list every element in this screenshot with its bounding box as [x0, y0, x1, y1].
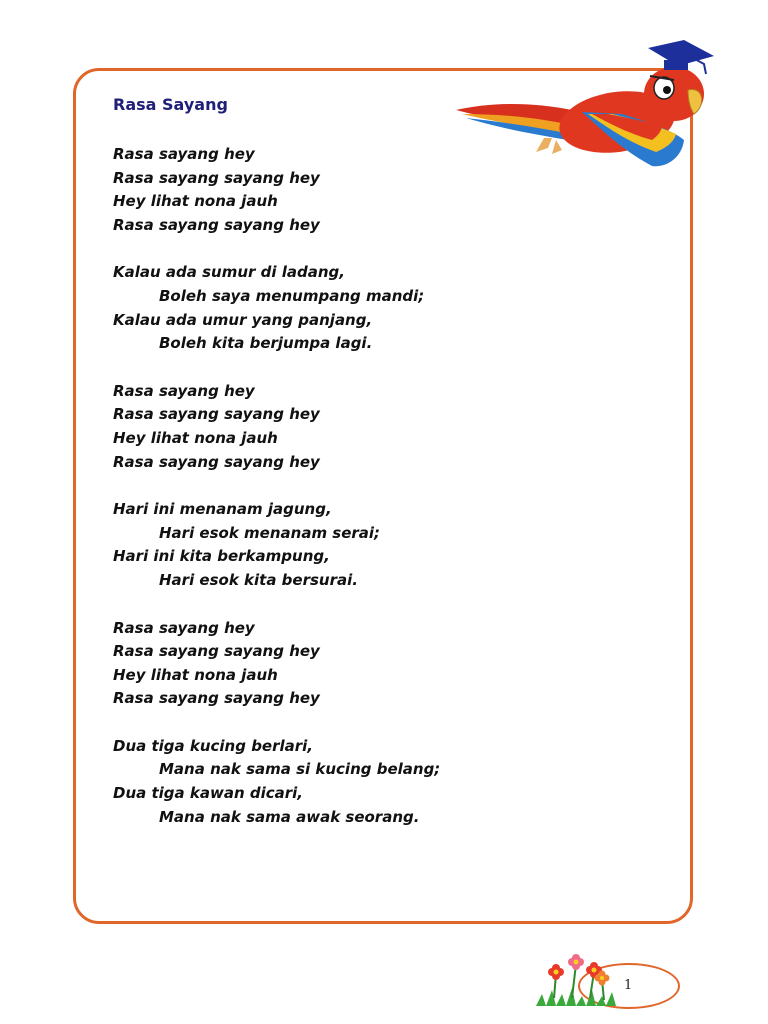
stanza [113, 380, 633, 474]
poem-line: Hey lihat nona jauh [113, 192, 278, 211]
poem-line: Rasa sayang sayang hey [113, 215, 320, 234]
poem-line: Boleh kita berjumpa lagi. [159, 334, 373, 353]
poem-line: Rasa sayang sayang hey [113, 642, 320, 661]
page-number: 1 [624, 978, 633, 993]
poem-line: Dua tiga kawan dicari, [113, 784, 303, 803]
poem-line: Hari esok kita bersurai. [159, 570, 358, 589]
poem-line: Dua tiga kucing berlari, [113, 736, 314, 755]
poem-line: Hey lihat nona jauh [113, 428, 278, 447]
stanza [113, 735, 633, 829]
poem-line: Hari esok menanam serai; [159, 523, 381, 542]
poem-line: Mana nak sama awak seorang. [159, 807, 420, 826]
poem-line: Rasa sayang sayang hey [113, 689, 320, 708]
poem-line: Rasa sayang sayang hey [113, 168, 320, 187]
stanza [113, 498, 633, 592]
poem-line: Rasa sayang sayang hey [113, 452, 320, 471]
poem-line: Kalau ada sumur di ladang, [113, 263, 345, 282]
poem-title: Rasa Sayang [113, 95, 228, 114]
poem-line: Hari ini menanam jagung, [113, 500, 332, 519]
flowers-icon [532, 950, 682, 1010]
poem-line: Kalau ada umur yang panjang, [113, 310, 373, 329]
poem-line: Mana nak sama si kucing belang; [159, 760, 441, 779]
poem-line: Rasa sayang hey [113, 381, 255, 400]
poem-body [113, 143, 633, 853]
stanza [113, 261, 633, 355]
stanza [113, 617, 633, 711]
stanza [113, 143, 633, 237]
poem-line: Rasa sayang hey [113, 618, 255, 637]
poem-line: Rasa sayang sayang hey [113, 405, 320, 424]
poem-line: Boleh saya menumpang mandi; [159, 286, 425, 305]
poem-line: Hey lihat nona jauh [113, 665, 278, 684]
poem-line: Rasa sayang hey [113, 145, 255, 163]
poem-line: Hari ini kita berkampung, [113, 547, 330, 566]
